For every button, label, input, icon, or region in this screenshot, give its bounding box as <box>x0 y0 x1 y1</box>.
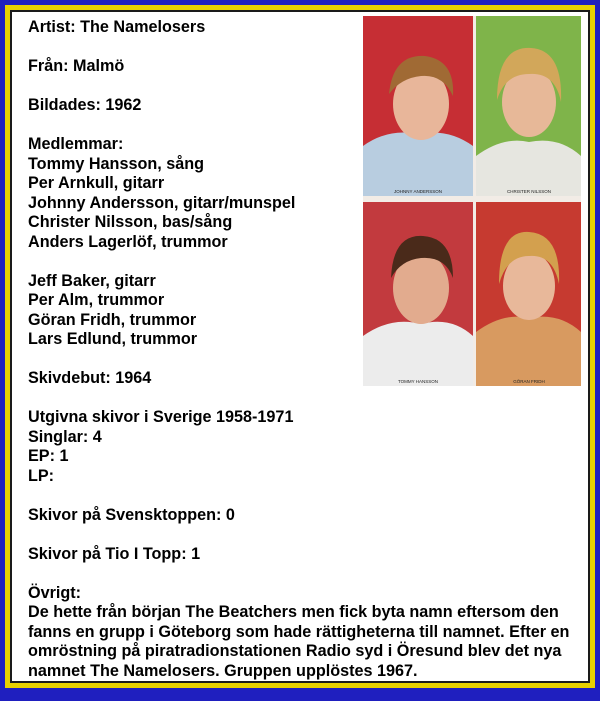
portrait-bottom-right <box>476 202 581 386</box>
debut-line: Skivdebut: 1964 <box>28 369 152 387</box>
misc-block <box>28 584 588 682</box>
members-heading: Medlemmar: <box>28 135 124 153</box>
releases-heading: Utgivna skivor i Sverige 1958-1971 <box>28 408 294 426</box>
caption-top-left: JOHNNY ANDERSSON <box>394 189 442 194</box>
releases-block <box>28 408 588 486</box>
member-item: Lars Edlund, trummor <box>28 330 198 348</box>
misc-heading: Övrigt: <box>28 583 82 602</box>
caption-top-right: CHRISTER NILSSON <box>506 189 552 194</box>
member-item: Anders Lagerlöf, trummor <box>28 232 228 251</box>
lp-line: LP: <box>28 466 55 485</box>
misc-text: De hette från början The Beatchers men fick byta namn eftersom den fanns en grupp i Göteborg som hade rättigheterna till namnet. Efter en omröstning på piratradionstationen Radio syd i Öresund blev det nya namnet The Namelosers. Gruppen upplöstes 1967. <box>28 603 570 680</box>
portrait-top-right <box>476 16 581 196</box>
band-photo <box>363 16 581 386</box>
content-panel <box>10 10 590 683</box>
caption-bottom-left: TOMMY HANSSON <box>397 379 439 384</box>
member-item: Johnny Andersson, gitarr/munspel <box>28 193 296 212</box>
gold-border <box>5 5 595 688</box>
band-photo-collage <box>363 16 581 386</box>
portrait-bottom-left <box>363 202 473 386</box>
ep-line: EP: 1 <box>28 447 69 465</box>
caption-bottom-right: GÖRAN FRIDH <box>513 379 545 384</box>
member-item: Jeff Baker, gitarr <box>28 271 156 290</box>
singles-line: Singlar: 4 <box>28 427 102 446</box>
member-item: Tommy Hansson, sång <box>28 154 204 173</box>
svensktoppen-line: Skivor på Svensktoppen: 0 <box>28 505 235 524</box>
formed-line: Bildades: 1962 <box>28 96 142 114</box>
member-item: Christer Nilsson, bas/sång <box>28 213 233 231</box>
portrait-top-left <box>363 16 473 196</box>
from-line: Från: Malmö <box>28 57 125 75</box>
artist-line: Artist: The Namelosers <box>28 18 206 36</box>
member-item: Per Alm, trummor <box>28 291 165 309</box>
member-item: Per Arnkull, gitarr <box>28 174 165 192</box>
member-item: Göran Fridh, trummor <box>28 310 197 329</box>
tio-i-topp-line: Skivor på Tio I Topp: 1 <box>28 544 201 563</box>
